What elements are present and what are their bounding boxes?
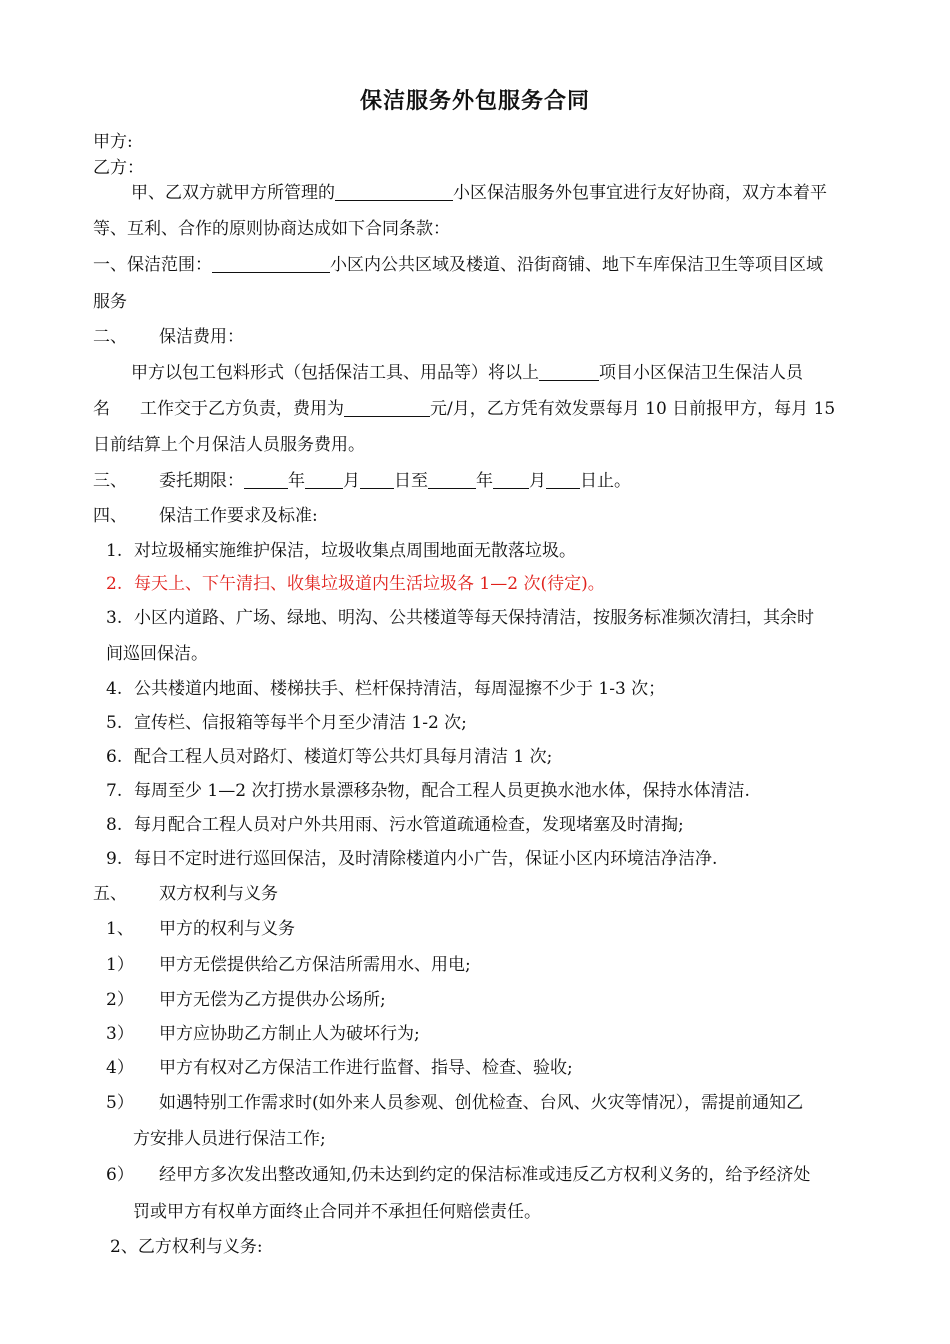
list-item (106, 950, 471, 975)
list-item (106, 844, 717, 869)
list-item-number: 7. (106, 781, 123, 801)
list-item-number: 4. (106, 679, 123, 699)
section-2-para-3: 日前结算上个月保洁人员服务费用。 (93, 435, 365, 455)
list-item-text: 甲方有权对乙方保洁工作进行监督、指导、检查、验收; (159, 1058, 573, 1078)
section-2-number: 二、 (93, 327, 127, 347)
list-item-number: 1） (106, 955, 134, 975)
list-item-text: 对垃圾桶实施维护保洁，垃圾收集点周围地面无散落垃圾。 (134, 541, 576, 561)
list-item-number: 1. (106, 541, 123, 561)
list-item (106, 603, 814, 628)
blank-end-day[interactable] (546, 471, 580, 489)
section-2-para-1 (131, 358, 803, 383)
section-3-label: 委托期限： (159, 471, 244, 491)
section-1-label: 一、保洁范围： (93, 255, 212, 275)
end-month-label: 月 (529, 471, 546, 491)
section-3-number: 三、 (93, 471, 127, 491)
section-1-line-2: 服务 (93, 292, 127, 312)
document-title: 保洁服务外包服务合同 (359, 89, 590, 114)
section-4-heading (93, 501, 318, 526)
list-item-text: 每周至少 1—2 次打捞水景漂移杂物，配合工程人员更换水池水体，保持水体清洁. (134, 781, 750, 801)
list-item-text: 每天上、下午清扫、收集垃圾道内生活垃圾各 1—2 次(待定)。 (134, 574, 605, 594)
blank-start-day[interactable] (360, 471, 394, 489)
section-2-text-2a: 名 (93, 399, 110, 419)
list-item-text: 甲方无偿提供给乙方保洁所需用水、用电; (159, 955, 471, 975)
list-item-number: 4） (106, 1058, 134, 1078)
list-item (106, 536, 576, 561)
list-item-number: 6. (106, 747, 123, 767)
end-year-label: 年 (476, 471, 493, 491)
subsection-1-number: 1、 (106, 919, 134, 939)
section-3-line (93, 466, 631, 491)
list-item-continuation: 方安排人员进行保洁工作; (133, 1129, 326, 1149)
start-day-label: 日至 (394, 471, 428, 491)
blank-fee[interactable] (344, 399, 430, 417)
intro-line-2: 等、互利、合作的原则协商达成如下合同条款： (93, 219, 450, 239)
list-item-number: 2） (106, 990, 134, 1010)
list-item-number: 6） (106, 1165, 134, 1185)
section-5-title: 双方权利与义务 (159, 884, 278, 904)
list-item (106, 674, 665, 699)
section-4-title: 保洁工作要求及标准: (159, 506, 318, 526)
end-day-label: 日止。 (580, 471, 631, 491)
blank-end-month[interactable] (493, 471, 529, 489)
section-4-number: 四、 (93, 506, 127, 526)
section-1-text: 小区内公共区域及楼道、沿街商铺、地下车库保洁卫生等项目区域 (330, 255, 823, 275)
section-2-title: 保洁费用： (159, 327, 244, 347)
list-item-continuation: 间巡回保洁。 (106, 644, 208, 664)
subsection-1-heading (106, 914, 295, 939)
blank-scope[interactable] (212, 255, 330, 273)
subsection-2-heading: 2、乙方权利与义务: (110, 1237, 263, 1257)
party-b-label: 乙方： (93, 158, 144, 178)
list-item (106, 1053, 573, 1078)
blank-project[interactable] (539, 363, 599, 381)
list-item (106, 1160, 810, 1185)
list-item-text: 配合工程人员对路灯、楼道灯等公共灯具每月清洁 1 次; (134, 747, 553, 767)
list-item (106, 776, 750, 801)
list-item-text: 如遇特别工作需求时(如外来人员参观、创优检查、台风、火灾等情况），需提前通知乙 (159, 1093, 804, 1113)
list-item (106, 985, 386, 1010)
section-2-text-2b: 工作交于乙方负责，费用为 (140, 399, 344, 419)
list-item-number: 3. (106, 608, 123, 628)
blank-start-month[interactable] (305, 471, 343, 489)
section-2-text-1b: 项目小区保洁卫生保洁人员 (599, 363, 803, 383)
list-item-number: 3） (106, 1024, 134, 1044)
blank-community-name[interactable] (335, 183, 453, 201)
intro-text-1: 甲、乙双方就甲方所管理的 (131, 183, 335, 203)
list-item (106, 742, 552, 767)
party-a-label: 甲方: (93, 132, 133, 152)
section-2-text-1a: 甲方以包工包料形式（包括保洁工具、用品等）将以上 (131, 363, 539, 383)
list-item-text: 甲方无偿为乙方提供办公场所; (159, 990, 386, 1010)
section-2-text-2c: 元/月，乙方凭有效发票每月 10 日前报甲方，每月 15 (430, 399, 836, 419)
list-item-number: 8. (106, 815, 123, 835)
list-item (106, 708, 467, 733)
list-item-number: 5. (106, 713, 123, 733)
start-year-label: 年 (288, 471, 305, 491)
blank-start-year[interactable] (244, 471, 288, 489)
list-item-text: 甲方应协助乙方制止人为破坏行为; (159, 1024, 420, 1044)
list-item-number: 2. (106, 574, 123, 594)
list-item-text: 公共楼道内地面、楼梯扶手、栏杆保持清洁，每周湿擦不少于 1-3 次； (134, 679, 666, 699)
list-item-text: 宣传栏、信报箱等每半个月至少清洁 1-2 次; (134, 713, 467, 733)
list-item-text: 每月配合工程人员对户外共用雨、污水管道疏通检查，发现堵塞及时清掏; (134, 815, 684, 835)
list-item-text: 小区内道路、广场、绿地、明沟、公共楼道等每天保持清洁，按服务标准频次清扫，其余时 (134, 608, 814, 628)
section-2-para-2 (93, 394, 835, 419)
blank-end-year[interactable] (428, 471, 476, 489)
section-5-number: 五、 (93, 884, 127, 904)
section-1-line (93, 250, 823, 275)
section-5-heading (93, 879, 278, 904)
list-item-number: 9. (106, 849, 123, 869)
list-item (106, 1088, 803, 1113)
list-item-text: 经甲方多次发出整改通知,仍未达到约定的保洁标准或违反乙方权利义务的，给予经济处 (159, 1165, 811, 1185)
section-2-heading (93, 322, 244, 347)
list-item-highlighted (106, 569, 605, 594)
start-month-label: 月 (343, 471, 360, 491)
list-item-continuation: 罚或甲方有权单方面终止合同并不承担任何赔偿责任。 (133, 1202, 541, 1222)
subsection-1-title: 甲方的权利与义务 (159, 919, 295, 939)
intro-line-1 (131, 178, 827, 203)
list-item (106, 810, 684, 835)
list-item-text: 每日不定时进行巡回保洁，及时清除楼道内小广告，保证小区内环境洁净洁净. (134, 849, 718, 869)
list-item (106, 1019, 420, 1044)
list-item-number: 5） (106, 1093, 134, 1113)
intro-text-2: 小区保洁服务外包事宜进行友好协商，双方本着平 (453, 183, 827, 203)
